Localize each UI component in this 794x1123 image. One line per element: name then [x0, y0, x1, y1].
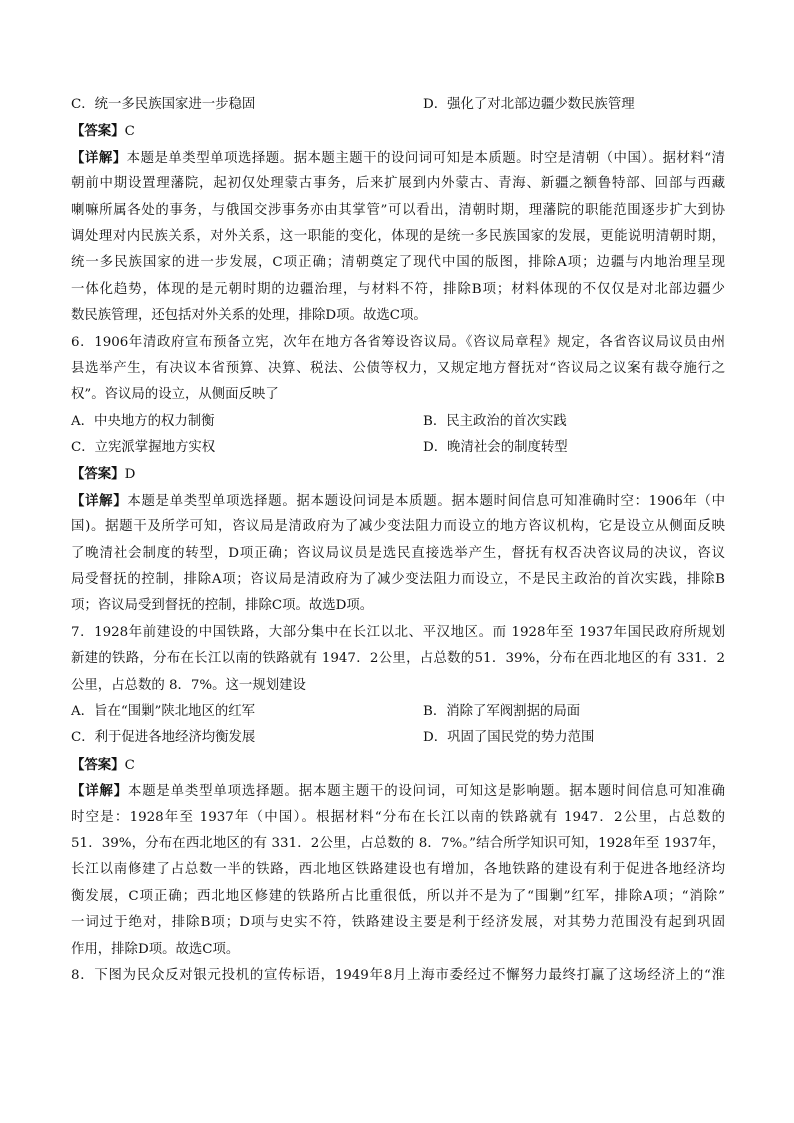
detail-tag: 【详解】	[71, 492, 128, 509]
q7-option-d: D．巩固了国民党的势力范围	[423, 730, 595, 746]
q6-options-ab	[71, 409, 725, 435]
q5-option-c: C．统一多民族国家进一步稳固	[71, 97, 256, 112]
q7-stem-line: 新建的铁路，分布在长江以南的铁路就有 1947．2公里，占总数的51．39%，分布在西北地区的有 331．2	[71, 651, 725, 667]
q5-detail-line: 统一多民族国家的进一步发展，C项正确；清朝奠定了现代中国的版图，排除A项；边疆与内地治理呈现	[71, 255, 725, 271]
page-content	[71, 92, 725, 989]
q6-stem-line: 权”。咨议局的设立，从侧面反映了	[71, 387, 279, 403]
q5-option-d: D．强化了对北部边疆少数民族管理	[423, 97, 635, 112]
q6-detail-line: 了晚清社会制度的转型，D项正确；咨议局议员是选民直接选举产生，督抚有权否决咨议局的决议，咨议	[71, 545, 725, 561]
q7-answer	[71, 752, 725, 778]
q5-detail-line: 调处理对内民族关系，对外关系，这一职能的变化，体现的是统一多民族国家的发展，更能说明清朝时期，	[71, 228, 725, 244]
q7-stem-line: 公里，占总数的 8．7%。这一规划建设	[71, 677, 306, 693]
q7-options-cd	[71, 725, 725, 751]
q7-detail-line: 衡发展，C项正确；西北地区修建的铁路所占比重很低，所以并不是为了“围剿”红军，排除A项；“消除”	[71, 888, 725, 904]
q6-options-cd	[71, 435, 725, 461]
q6-detail-line	[71, 488, 725, 514]
answer-value: D	[124, 467, 136, 483]
answer-value: C	[124, 757, 135, 773]
detail-text: 本题是单类型单项选择题。据本题主题干的设问词可知是本质题。时空是清朝（中国）。据材料“清	[126, 150, 725, 166]
q7-detail-line: 一词过于绝对，排除B项；D项与史实不符，铁路建设主要是利于经济发展，对其势力范围没有起到巩固	[71, 915, 725, 931]
q5-answer	[71, 118, 725, 144]
q7-detail-line: 作用，排除D项。故选C项。	[71, 941, 240, 957]
q6-option-b: B．民主政治的首次实践	[423, 413, 567, 429]
q7-detail-line: 长江以南修建了占总数一半的铁路，西北地区铁路建设也有增加，各地铁路的建设有利于促进各地经济均	[71, 862, 725, 878]
q5-options-cd	[71, 92, 725, 118]
detail-tag: 【详解】	[71, 149, 127, 166]
q8-stem-line: 8．下图为民众反对银元投机的宣传标语，1949年8月上海市委经过不懈努力最终打赢了这场经济上的“淮	[71, 967, 725, 983]
q7-detail-line	[71, 778, 725, 804]
q6-answer	[71, 461, 725, 487]
q7-option-c: C．利于促进各地经济均衡发展	[71, 730, 256, 746]
q5-detail-line	[71, 145, 725, 171]
q6-detail-line: 项；咨议局受到督抚的控制，排除C项。故选D项。	[71, 598, 374, 614]
q7-option-a: A．旨在“围剿”陕北地区的红军	[71, 703, 256, 719]
q5-detail-line: 数民族管理，还包括对外关系的处理，排除D项。故选C项。	[71, 308, 427, 324]
q7-option-b: B．消除了军阀割据的局面	[423, 703, 581, 719]
detail-text: 本题是单类型单项选择题。据本题设问词是本质题。据本题时间信息可知准确时空：1906年（中	[127, 493, 725, 509]
q6-option-a: A．中央地方的权力制衡	[71, 413, 215, 429]
q7-stem-line: 7．1928年前建设的中国铁路，大部分集中在长江以北、平汉地区。而 1928年至 1937年国民政府所规划	[71, 624, 725, 640]
answer-tag: 【答案】	[71, 756, 125, 773]
q6-option-d: D．晚清社会的制度转型	[423, 440, 568, 456]
q5-detail-line: 一体化趋势，体现的是元朝时期的边疆治理，与材料不符，排除B项；材料体现的不仅仅是对北部边疆少	[71, 281, 725, 297]
detail-text: 本题是单类型单项选择题。据本题主题干的设问词，可知这是影响题。据本题时间信息可知准确	[127, 784, 725, 800]
answer-tag: 【答案】	[71, 123, 125, 140]
q6-option-c: C．立宪派掌握地方实权	[71, 440, 216, 456]
q6-stem-line: 6．1906年清政府宣布预备立宪，次年在地方各省筹设咨议局。《咨议局章程》规定，各省咨议局议员由州	[71, 334, 725, 350]
q6-detail-line: 局受督抚的控制，排除A项；咨议局是清政府为了减少变法阻力而设立，不是民主政治的首次实践，排除B	[71, 572, 725, 588]
answer-tag: 【答案】	[71, 466, 125, 483]
q5-detail-line: 喇嘛所属各处的事务，与俄国交涉事务亦由其掌管”可以看出，清朝时期，理藩院的职能范围逐步扩大到协	[71, 202, 725, 218]
q7-detail-line: 51．39%，分布在西北地区的有 331．2公里，占总数的 8．7%。”结合所学知识可知，1928年至 1937年，	[71, 835, 725, 851]
detail-tag: 【详解】	[71, 783, 128, 800]
q7-options-ab	[71, 699, 725, 725]
answer-value: C	[124, 124, 135, 140]
q7-detail-line: 时空是：1928年至 1937年（中国）。根据材料“分布在长江以南的铁路就有 1947．2公里，占总数的	[71, 809, 725, 825]
q6-detail-line: 国)。据题干及所学可知，咨议局是清政府为了减少变法阻力而设立的地方咨议机构，它是设立从侧面反映	[71, 519, 725, 535]
q6-stem-line: 县选举产生，有决议本省预算、决算、税法、公债等权力，又规定地方督抚对“咨议局之议案有裁夺施行之	[71, 360, 725, 376]
q5-detail-line: 朝前中期设置理藩院，起初仅处理蒙古事务，后来扩展到内外蒙古、青海、新疆之额鲁特部、回部与西藏	[71, 176, 725, 192]
